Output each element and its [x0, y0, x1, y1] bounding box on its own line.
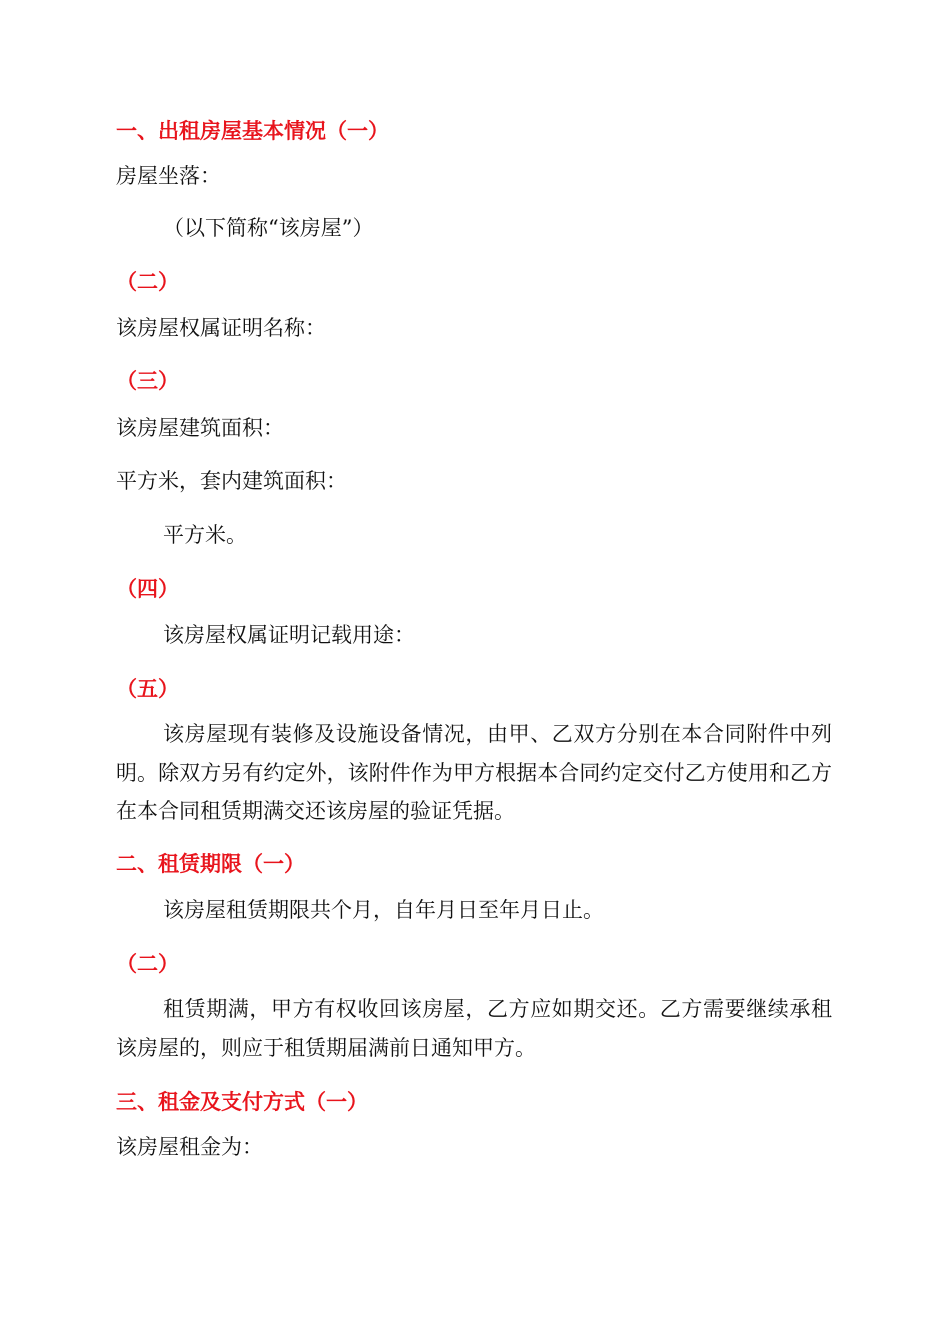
usage-label: 该房屋权属证明记载用途：: [163, 623, 415, 647]
section-heading-1: 一、出租房屋基本情况（一）: [116, 119, 389, 143]
subsection-heading-1-3: （三）: [116, 369, 179, 393]
expiry-paragraph: 租赁期满，甲方有权收回该房屋，乙方应如期交还。乙方需要继续承租该房屋的，则应于租赁期届满前日通知甲方。: [116, 997, 832, 1060]
short-name-note: （以下简称“该房屋”）: [163, 216, 374, 240]
fixtures-paragraph: 该房屋现有装修及设施设备情况，由甲、乙双方分别在本合同附件中列明。除双方另有约定外，该附件作为甲方根据本合同约定交付乙方使用和乙方在本合同租赁期满交还该房屋的验证凭据。: [116, 722, 832, 823]
area-label: 该房屋建筑面积：: [116, 416, 284, 440]
section-heading-2: 二、租赁期限（一）: [116, 852, 305, 876]
subsection-heading-2-2: （二）: [116, 952, 179, 976]
subsection-heading-1-2: （二）: [116, 270, 179, 294]
location-label: 房屋坐落：: [116, 164, 221, 188]
subsection-heading-1-5: （五）: [116, 677, 179, 701]
area-line-2: 平方米，套内建筑面积：: [116, 469, 347, 493]
cert-name-label: 该房屋权属证明名称：: [116, 316, 326, 340]
lease-term-line: 该房屋租赁期限共个月，自年月日至年月日止。: [163, 898, 604, 922]
rent-label: 该房屋租金为：: [116, 1135, 263, 1159]
section-heading-3: 三、租金及支付方式（一）: [116, 1090, 368, 1114]
subsection-heading-1-4: （四）: [116, 577, 179, 601]
area-line-3: 平方米。: [163, 523, 247, 547]
